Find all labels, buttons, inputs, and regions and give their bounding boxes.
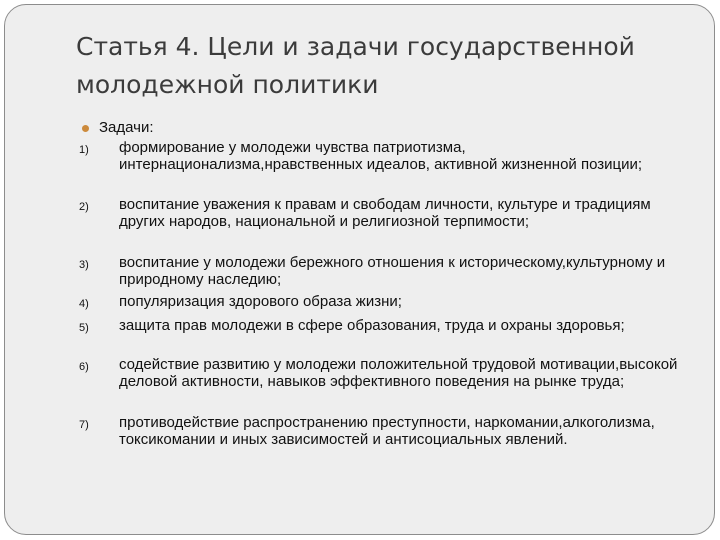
list-item [79, 415, 689, 448]
list-item [79, 255, 689, 288]
item-text: популяризация здорового образа жизни; [119, 293, 402, 310]
item-number: 5) [79, 322, 89, 334]
list-item [79, 318, 689, 337]
item-text: защита прав молодежи в сфере образования, труда и охраны здоровья; [119, 317, 625, 334]
item-number: 7) [79, 419, 89, 431]
slide-title: Статья 4. Цели и задачи государственной молодежной политики [76, 32, 635, 99]
item-number: 2) [79, 201, 89, 213]
item-number: 1) [79, 144, 89, 156]
list-item [79, 357, 689, 390]
intro-label: Задачи: [99, 119, 154, 136]
list-item [79, 140, 689, 173]
item-number: 4) [79, 298, 89, 310]
intro-bullet [82, 119, 154, 137]
item-text: воспитание у молодежи бережного отношения к историческому,культурному и природному наследию; [119, 254, 666, 288]
item-text: воспитание уважения к правам и свободам личности, культуре и традициям других народов, национальной и религиозной терпимости; [119, 196, 651, 230]
item-number: 6) [79, 361, 89, 373]
item-text: формирование у молодежи чувства патриотизма, интернационализма,нравственных идеалов, активной жизненной позиции; [119, 139, 643, 173]
bullet-dot-icon [82, 125, 89, 132]
list-item [79, 197, 689, 230]
item-text: противодействие распространению преступности, наркомании,алкоголизма, токсикомании и иных зависимостей и антисоциальных явлений. [119, 414, 655, 448]
item-text: содействие развитию у молодежи положительной трудовой мотивации,высокой деловой активности, навыков эффективного поведения на рынке труда; [119, 356, 678, 390]
item-number: 3) [79, 259, 89, 271]
list-item [79, 294, 689, 313]
